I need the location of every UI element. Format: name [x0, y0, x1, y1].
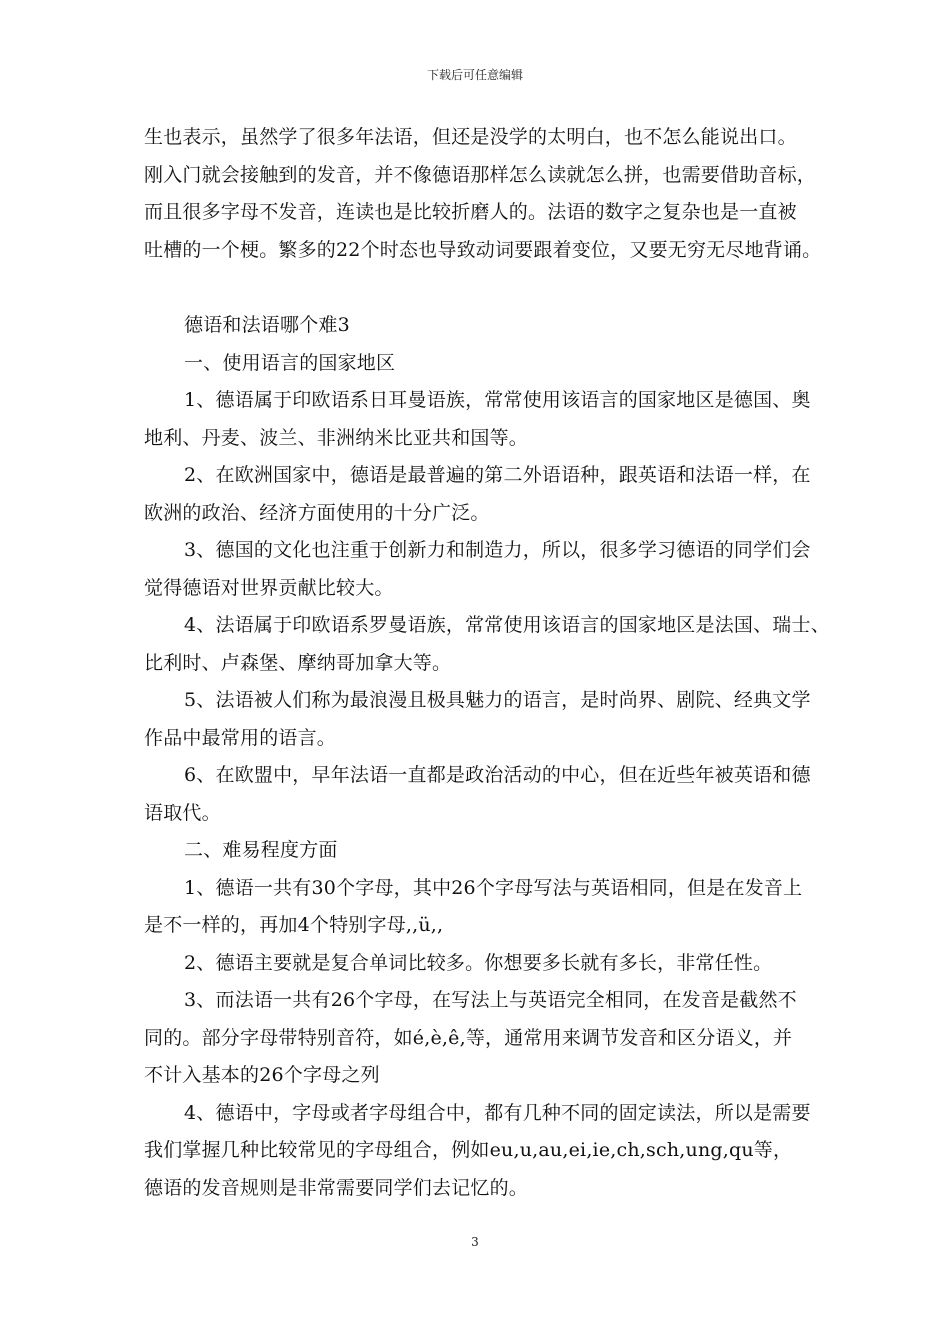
text-line: 1、德语一共有30个字母，其中26个字母写法与英语相同，但是在发音上: [184, 876, 803, 899]
paragraph: [144, 757, 820, 832]
paragraph: [144, 945, 820, 983]
text-line: 2、在欧洲国家中，德语是最普遍的第二外语语种，跟英语和法语一样，在: [184, 464, 811, 486]
paragraph: [144, 1095, 820, 1208]
paragraph: [144, 982, 820, 1095]
text-line: 5、法语被人们称为最浪漫且极具魅力的语言，是时尚界、剧院、经典文学: [184, 689, 811, 711]
text-line: 而且很多字母不发音，连读也是比较折磨人的。法语的数字之复杂也是一直被: [144, 201, 797, 223]
text-line: 是不一样的，再加4个特别字母,,ü,,: [144, 914, 444, 936]
text-line: 德语和法语哪个难3: [184, 314, 350, 336]
text-line: 一、使用语言的国家地区: [184, 351, 396, 374]
text-line: 德语的发音规则是非常需要同学们去记忆的。: [144, 1176, 529, 1199]
text-line: 2、德语主要就是复合单词比较多。你想要多长就有多长，非常任性。: [184, 951, 773, 974]
paragraph: [144, 119, 820, 269]
text-line: 我们掌握几种比较常见的字母组合，例如eu,u,au,ei,ie,ch,sch,ung,qu等，: [144, 1139, 793, 1161]
section-heading: [144, 832, 820, 870]
text-line: 地利、丹麦、波兰、非洲纳米比亚共和国等。: [144, 426, 529, 449]
text-line: 3、德国的文化也注重于创新力和制造力，所以，很多学习德语的同学们会: [184, 539, 811, 561]
text-line: 同的。部分字母带特别音符，如é,è,ê,等，通常用来调节发音和区分语义，并: [144, 1026, 793, 1049]
blank-line: [144, 269, 820, 307]
paragraph: [144, 607, 830, 682]
text-line: 生也表示，虽然学了很多年法语，但还是没学的太明白，也不怎么能说出口。: [144, 126, 797, 148]
page-number: 3: [471, 1235, 479, 1249]
section-heading: [144, 345, 820, 383]
page-header: 下载后可任意编辑: [426, 68, 523, 82]
paragraph: [144, 532, 820, 607]
text-line: 3、而法语一共有26个字母，在写法上与英语完全相同，在发音是截然不: [184, 989, 797, 1011]
text-line: 语取代。: [144, 801, 221, 824]
text-line: 不计入基本的26个字母之列: [144, 1064, 380, 1086]
paragraph: [144, 457, 820, 532]
text-line: 觉得德语对世界贡献比较大。: [144, 576, 394, 599]
text-line: 4、德语中，字母或者字母组合中，都有几种不同的固定读法，所以是需要: [184, 1101, 811, 1124]
text-line: 吐槽的一个梗。繁多的22个时态也导致动词要跟着变位，又要无穷无尽地背诵。: [144, 238, 822, 261]
section-title: [144, 307, 820, 345]
text-line: 二、难易程度方面: [184, 839, 338, 861]
text-line: 6、在欧盟中，早年法语一直都是政治活动的中心，但在近些年被英语和德: [184, 764, 811, 786]
text-line: 1、德语属于印欧语系日耳曼语族，常常使用该语言的国家地区是德国、奥: [184, 389, 811, 411]
paragraph: [144, 382, 820, 457]
text-line: 欧洲的政治、经济方面使用的十分广泛。: [144, 501, 490, 524]
paragraph: [144, 682, 820, 757]
text-line: 4、法语属于印欧语系罗曼语族，常常使用该语言的国家地区是法国、瑞士、: [184, 614, 830, 636]
text-line: 比利时、卢森堡、摩纳哥加拿大等。: [144, 651, 452, 674]
text-line: 刚入门就会接触到的发音，并不像德语那样怎么读就怎么拼，也需要借助音标，: [144, 163, 817, 186]
paragraph: [144, 870, 820, 945]
document-body: [144, 119, 830, 1207]
text-line: 作品中最常用的语言。: [144, 726, 337, 749]
